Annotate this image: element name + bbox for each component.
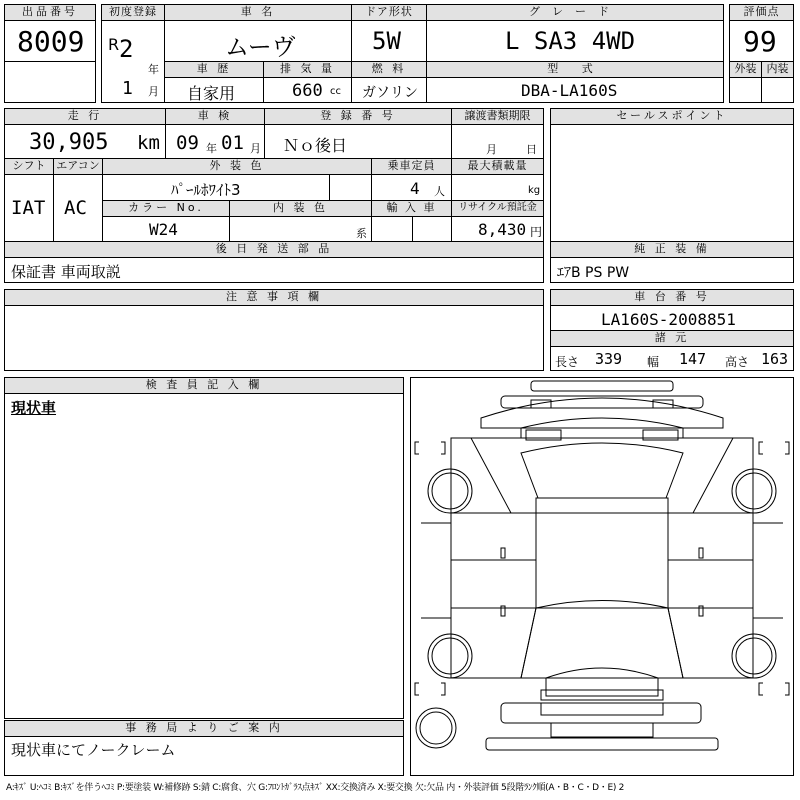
door-cell [351, 20, 427, 62]
score-header: 評価点 [729, 4, 794, 21]
first-registration-year-unit: 年 [148, 63, 159, 76]
capacity-header: 乗車定員 [371, 158, 452, 175]
equipment-header: 純 正 装 備 [550, 241, 794, 258]
import-cell-a [371, 216, 413, 242]
first-registration-era: R [108, 35, 120, 54]
first-registration-year: 2 [119, 35, 134, 63]
shift-value: IAT [11, 197, 46, 219]
sales-points-cell [550, 124, 794, 242]
office-value: 現状車にてノークレーム [11, 741, 176, 759]
office-cell [4, 736, 404, 776]
displacement-value: 660 [292, 81, 323, 101]
car-name-value: ムーヴ [225, 33, 296, 61]
specs-width-value: 147 [679, 350, 707, 368]
model-cell [426, 77, 724, 103]
plate-value: Ｎｏ後日 [283, 136, 348, 155]
score-interior-cell [761, 77, 794, 103]
specs-height-value: 163 [761, 350, 789, 368]
mileage-cell [4, 124, 166, 159]
specs-height-label: 高さ [725, 355, 750, 369]
equipment-value: ｴｱB PS PW [557, 265, 630, 281]
inspector-header: 検 査 員 記 入 欄 [4, 377, 404, 394]
notes-cell [4, 305, 544, 371]
later-parts-header: 後 日 発 送 部 品 [4, 241, 544, 258]
shift-cell [4, 174, 54, 242]
fuel-value: ガソリン [362, 85, 418, 101]
exterior-color-extra [329, 174, 372, 201]
history-value: 自家用 [187, 84, 236, 103]
inspector-value: 現状車 [11, 399, 57, 417]
inspection-year-unit: 年 [206, 142, 217, 155]
exterior-color-header: 外 装 色 [102, 158, 372, 175]
car-name-header: 車 名 [164, 4, 352, 21]
specs-width-label: 幅 [647, 355, 660, 369]
recycle-unit: 円 [530, 225, 543, 239]
specs-length-label: 長さ [555, 355, 580, 369]
mileage-unit: km [137, 132, 160, 154]
capacity-value: 4 [410, 179, 420, 198]
model-value: DBA-LA160S [521, 81, 618, 100]
max-load-header: 最大積載量 [451, 158, 544, 175]
specs-header: 諸 元 [550, 330, 794, 347]
car-diagram-frame [410, 377, 794, 776]
inspection-month-unit: 月 [250, 142, 261, 155]
capacity-unit: 人 [434, 185, 445, 198]
aircon-cell [53, 174, 103, 242]
inspection-year: 09 [176, 132, 199, 154]
first-registration-month: 1 [122, 78, 133, 99]
chassis-header: 車 台 番 号 [550, 289, 794, 306]
interior-color-unit: 系 [356, 227, 367, 240]
recycle-value: 8,430 [478, 220, 527, 239]
fuel-cell [351, 77, 427, 103]
door-value: 5W [372, 27, 401, 55]
first-registration-month-unit: 月 [148, 85, 159, 98]
later-parts-value: 保証書 車両取説 [11, 263, 121, 281]
score-cell [729, 20, 794, 62]
lot-number-cell [4, 20, 96, 62]
color-no-header: カラー No. [102, 200, 230, 217]
import-cell-b [412, 216, 452, 242]
office-header: 事 務 局 よ り ご 案 内 [4, 720, 404, 737]
car-diagram [411, 378, 793, 775]
inspection-header: 車 検 [165, 108, 265, 125]
specs-cell [550, 346, 794, 371]
model-header: 型 式 [426, 61, 724, 78]
grade-value: L SA3 4WD [505, 27, 636, 55]
aircon-header: エアコン [53, 158, 103, 175]
lot-number-header: 出品番号 [4, 4, 96, 21]
recycle-header: リサイクル預託金 [451, 200, 544, 217]
capacity-cell [371, 174, 452, 201]
first-registration-header: 初度登録 [101, 4, 165, 21]
door-header: ドア形状 [351, 4, 427, 21]
notes-header: 注 意 事 項 欄 [4, 289, 544, 306]
lot-number-blank [4, 61, 96, 103]
exterior-color-cell [102, 174, 330, 201]
score-exterior-label: 外装 [729, 61, 762, 78]
specs-length-value: 339 [595, 350, 623, 368]
transfer-header: 譲渡書類期限 [451, 108, 544, 125]
color-no-value: W24 [149, 220, 178, 239]
grade-header: グレード [426, 4, 724, 21]
transfer-cell [451, 124, 544, 159]
equipment-cell [550, 257, 794, 283]
shift-header: シフト [4, 158, 54, 175]
mileage-header: 走 行 [4, 108, 166, 125]
max-load-unit: kg [528, 185, 541, 196]
interior-color-header: 内 装 色 [229, 200, 372, 217]
displacement-cell [263, 77, 352, 103]
plate-cell [264, 124, 452, 159]
color-no-cell [102, 216, 230, 242]
lot-number-value: 8009 [17, 25, 85, 58]
history-header: 車 歴 [164, 61, 264, 78]
inspection-month: 01 [221, 132, 244, 154]
interior-color-cell [229, 216, 372, 242]
exterior-color-value: ﾊﾟｰﾙﾎﾜｲﾄ3 [171, 181, 241, 199]
grade-cell [426, 20, 724, 62]
inspector-cell [4, 393, 404, 719]
import-header: 輸 入 車 [371, 200, 452, 217]
score-value: 99 [743, 25, 777, 58]
transfer-day-unit: 日 [526, 143, 537, 156]
chassis-cell [550, 305, 794, 331]
displacement-unit: cc [330, 86, 341, 97]
mileage-value: 30,905 [29, 130, 109, 155]
later-parts-cell [4, 257, 544, 283]
transfer-month-unit: 月 [486, 143, 497, 156]
score-interior-label: 内装 [761, 61, 794, 78]
aircon-value: AC [64, 197, 87, 219]
first-registration-cell [101, 20, 165, 103]
recycle-cell [451, 216, 544, 242]
plate-header: 登 録 番 号 [264, 108, 452, 125]
history-cell [164, 77, 264, 103]
car-name-cell [164, 20, 352, 62]
fuel-header: 燃 料 [351, 61, 427, 78]
legend: A:ｷｽﾞ U:ﾍｺﾐ B:ｷｽﾞを伴うﾍｺﾐ P:要塗装 W:補修跡 S:錆 C:腐食、穴 G:ﾌﾛﾝﾄｶﾞﾗｽ点ｷｽﾞ XX:交換済み X:要交換 欠:欠品 内・外装評価 5段階ﾗﾝｸ順(A・B・C・D・E) 2 [6, 783, 625, 793]
displacement-header: 排 気 量 [263, 61, 352, 78]
chassis-value: LA160S-2008851 [601, 310, 736, 329]
inspection-cell [165, 124, 265, 159]
sales-points-header: セールスポイント [550, 108, 794, 125]
max-load-cell [451, 174, 544, 201]
score-exterior-cell [729, 77, 762, 103]
